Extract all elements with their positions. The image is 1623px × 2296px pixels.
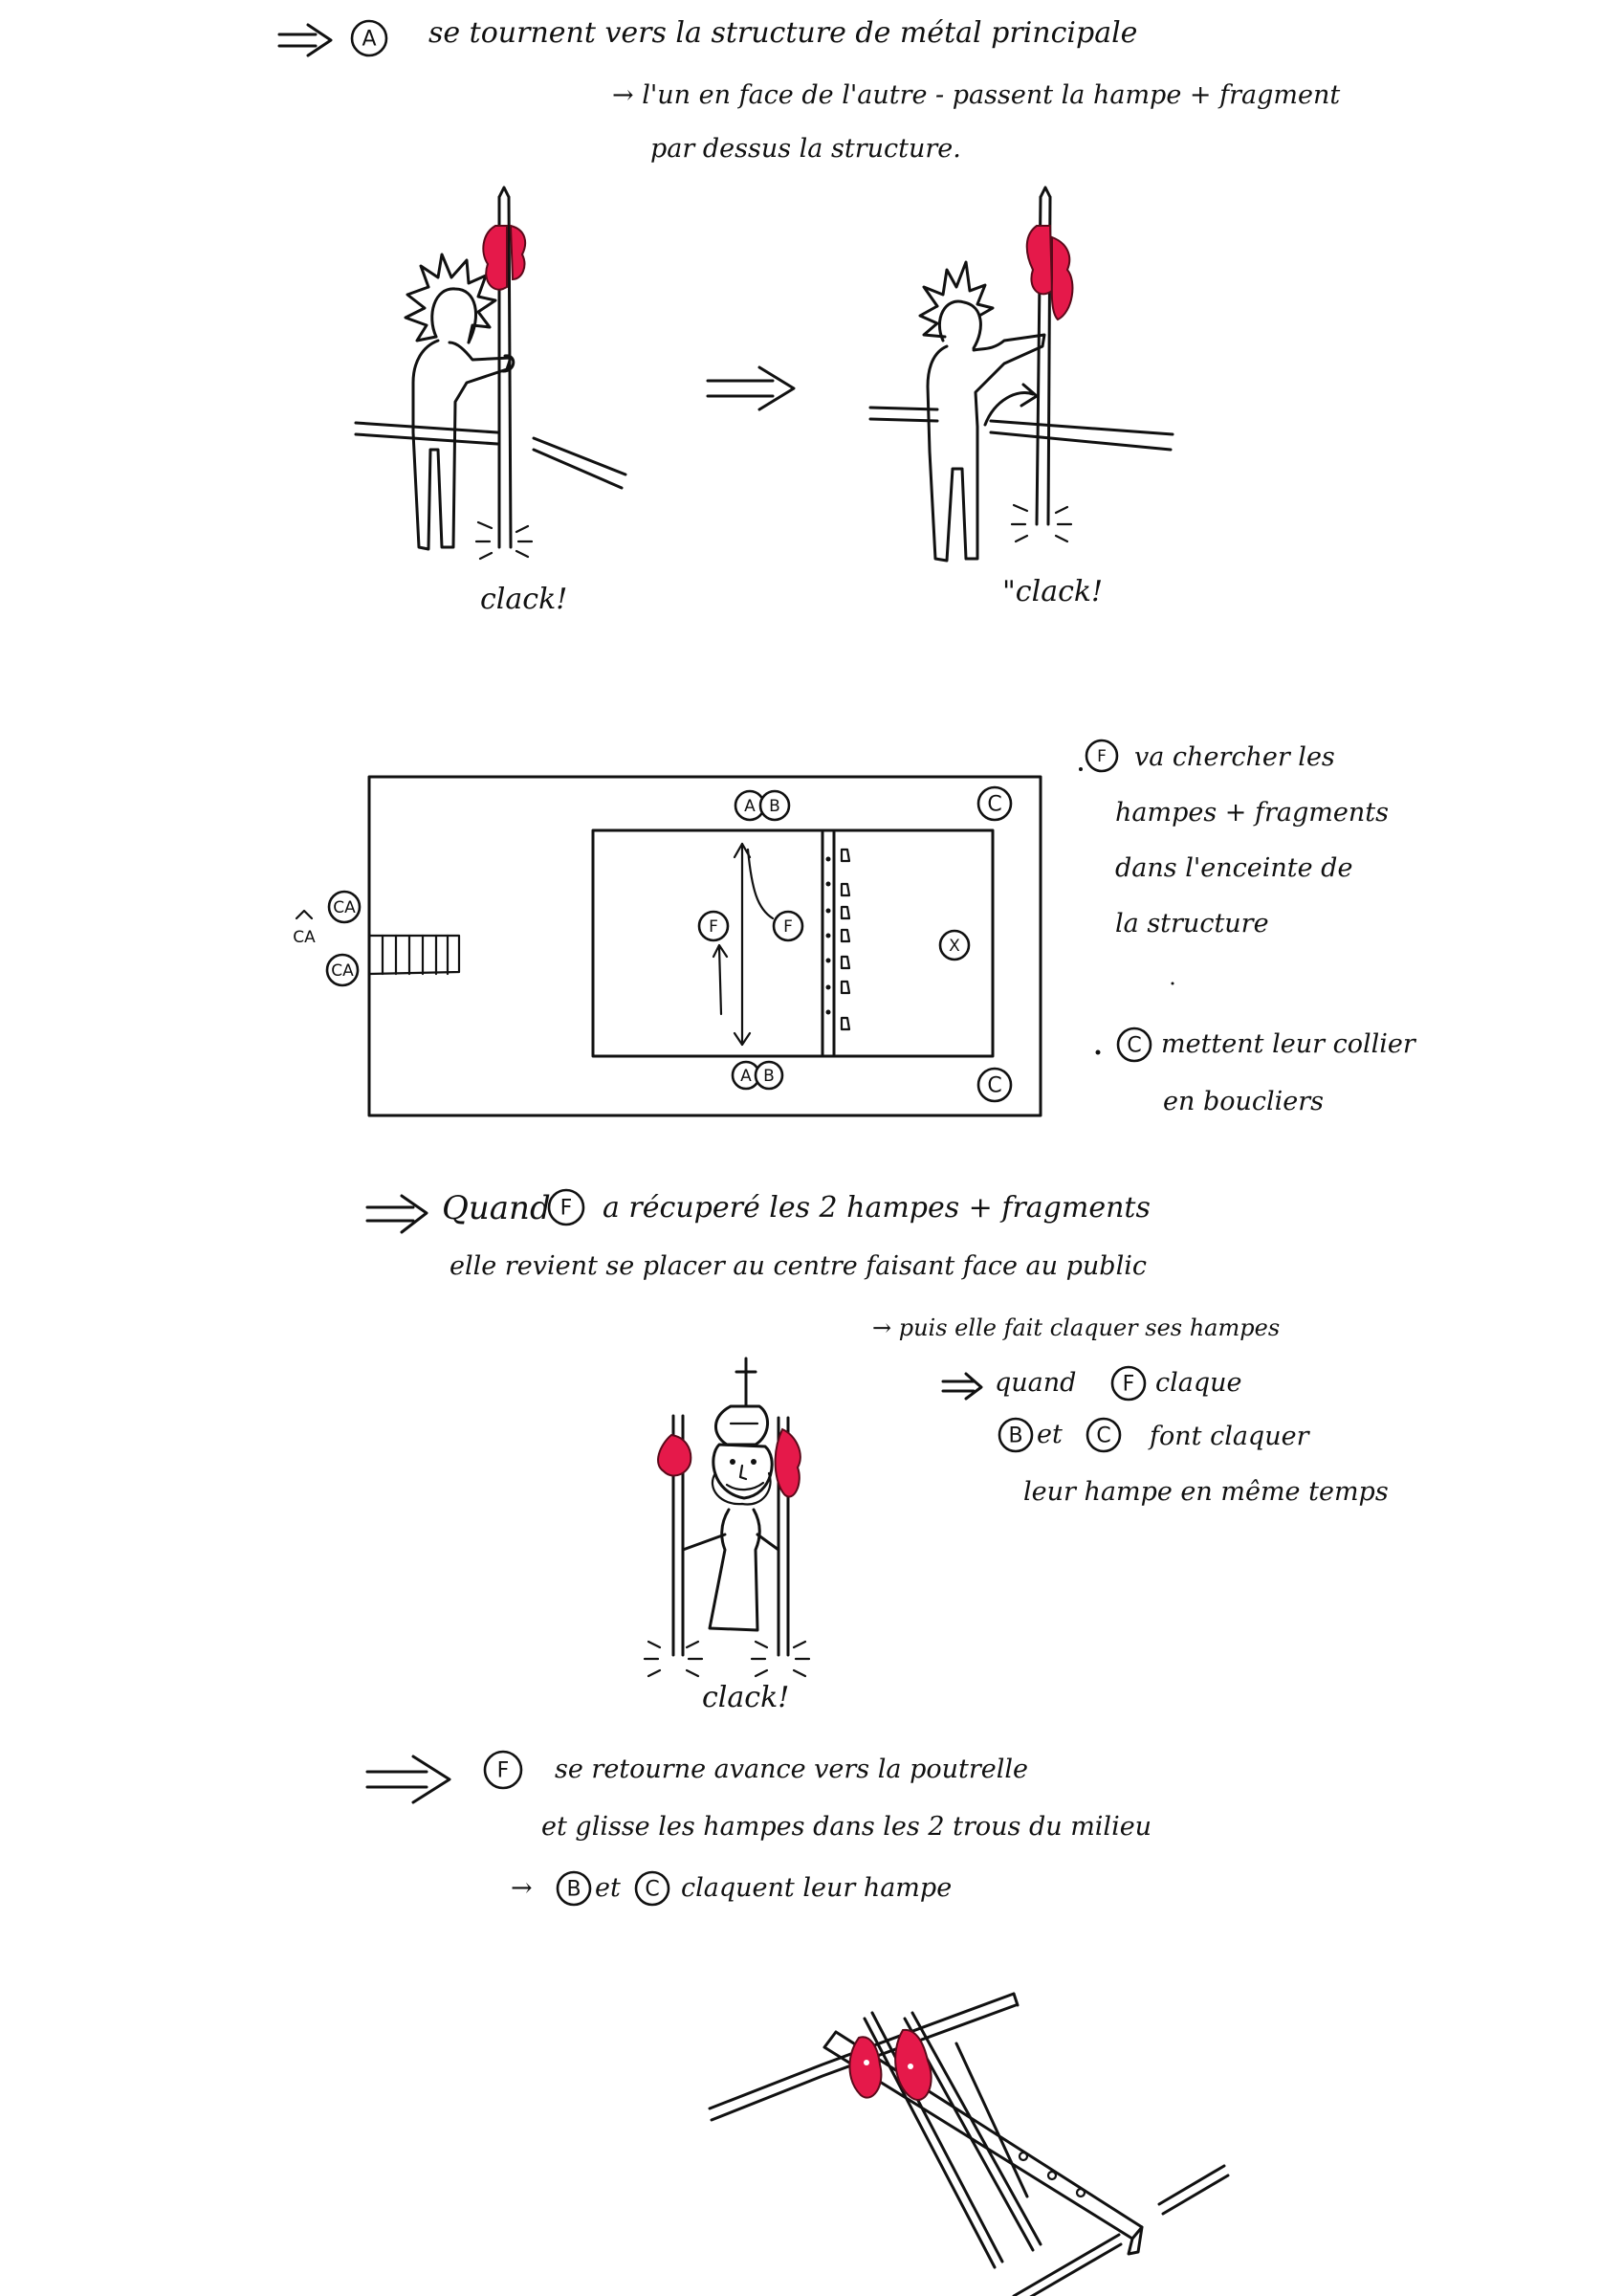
plan-marker-ca-top [329,892,360,922]
svg-text:F: F [559,1196,573,1221]
svg-text:A: A [740,1067,752,1086]
svg-text:F: F [496,1758,510,1783]
section1-line2: → l'un en face de l'autre - passent la hampe + fragment [612,80,1341,110]
section2-line5-et: et [1037,1420,1063,1449]
clack-label-center: clack! [702,1681,790,1714]
svg-text:F: F [1097,747,1107,766]
svg-text:B: B [769,797,780,816]
note-marker-c [1096,1028,1151,1061]
svg-text:CA: CA [333,898,356,917]
plan-marker-b-top [760,791,789,820]
svg-text:C: C [987,792,1002,817]
double-arrow-icon [279,25,331,55]
fragment-flag [658,1435,691,1476]
figure-character-front [645,1358,809,1676]
double-arrow-icon [367,1756,450,1802]
svg-text:F: F [709,917,718,937]
section2-marker-f2 [1112,1367,1145,1400]
clack-label-right: "clack! [1002,575,1104,608]
plan-note2-line1: mettent leur collier [1161,1029,1415,1059]
section2-line6: leur hampe en même temps [1023,1477,1389,1507]
plan-note2-line2: en boucliers [1163,1087,1325,1116]
figure-person-right [870,188,1173,561]
section3-line2: et glisse les hampes dans les 2 trous du milieu [541,1812,1152,1842]
svg-text:CA: CA [293,928,316,947]
fragment-flag [849,2037,881,2097]
plan-marker-ca-hat [293,911,316,947]
section3-marker-c [636,1872,669,1905]
fragment-flag [776,1429,801,1497]
plan-marker-ca-bottom [327,955,358,985]
double-arrow-icon [367,1196,427,1232]
section2-line2: elle revient se placer au centre faisant face au public [450,1251,1147,1281]
stray-dot [1172,982,1174,985]
section3-line3-rest: claquent leur hampe [681,1873,953,1903]
fragment-flag [1027,226,1052,294]
section1-line1: se tournent vers la structure de métal principale [428,16,1138,50]
section2-line4-word: quand [995,1368,1077,1398]
section2-line4-rest: claque [1155,1368,1242,1398]
section2-quand: Quand [442,1189,551,1227]
plan-marker-f-b [774,912,802,940]
section2-line5-rest: font claquer [1150,1422,1309,1451]
plan-marker-f-a [699,912,728,940]
section2-line3: → puis elle fait claquer ses hampes [872,1314,1281,1341]
svg-text:F: F [1122,1372,1135,1397]
svg-text:C: C [645,1877,660,1902]
clack-label-left: clack! [480,583,568,616]
svg-text:F: F [783,917,793,937]
svg-text:C: C [1127,1033,1142,1058]
plan-marker-c-top [978,787,1011,820]
section3-line3-et: et [595,1873,621,1903]
section2-line1: a récuperé les 2 hampes + fragments [603,1191,1151,1225]
section2-line4-arrow [943,1374,981,1399]
section2-marker-f [549,1190,583,1225]
svg-text:CA: CA [331,961,354,981]
note-marker-f [1079,740,1117,771]
plan-note1-line1: va chercher les [1134,742,1335,772]
svg-text:B: B [1008,1424,1023,1448]
section1-line3: par dessus la structure. [650,134,961,164]
double-arrow-icon [708,367,794,409]
svg-text:X: X [949,937,960,956]
section2-marker-c [1087,1419,1120,1451]
plan-marker-c-bottom [978,1069,1011,1101]
plan-marker-x [940,931,969,960]
svg-text:A: A [362,27,377,52]
plan-marker-b-bottom [756,1062,782,1089]
svg-text:A: A [744,797,756,816]
svg-text:B: B [566,1877,581,1902]
plan-note1-line2: hampes + fragments [1115,798,1389,828]
fragment-flag [483,226,507,290]
figure-beam-with-poles [710,1994,1228,2296]
section3-marker-b [558,1872,590,1905]
section3-marker-f [485,1752,521,1788]
plan-note1-line3: dans l'enceinte de [1115,853,1353,883]
svg-text:B: B [763,1067,775,1086]
plan-note1-line4: la structure [1115,909,1269,938]
beam-slots [842,850,849,1029]
beam-holes [826,857,831,1015]
figure-person-left [356,188,625,559]
role-marker-a [352,21,386,55]
section3-line1: se retourne avance vers la poutrelle [555,1755,1028,1784]
svg-text:C: C [987,1073,1002,1098]
section3-line3-arrow: → [511,1873,533,1903]
svg-text:C: C [1096,1424,1111,1448]
section2-marker-b [999,1419,1032,1451]
